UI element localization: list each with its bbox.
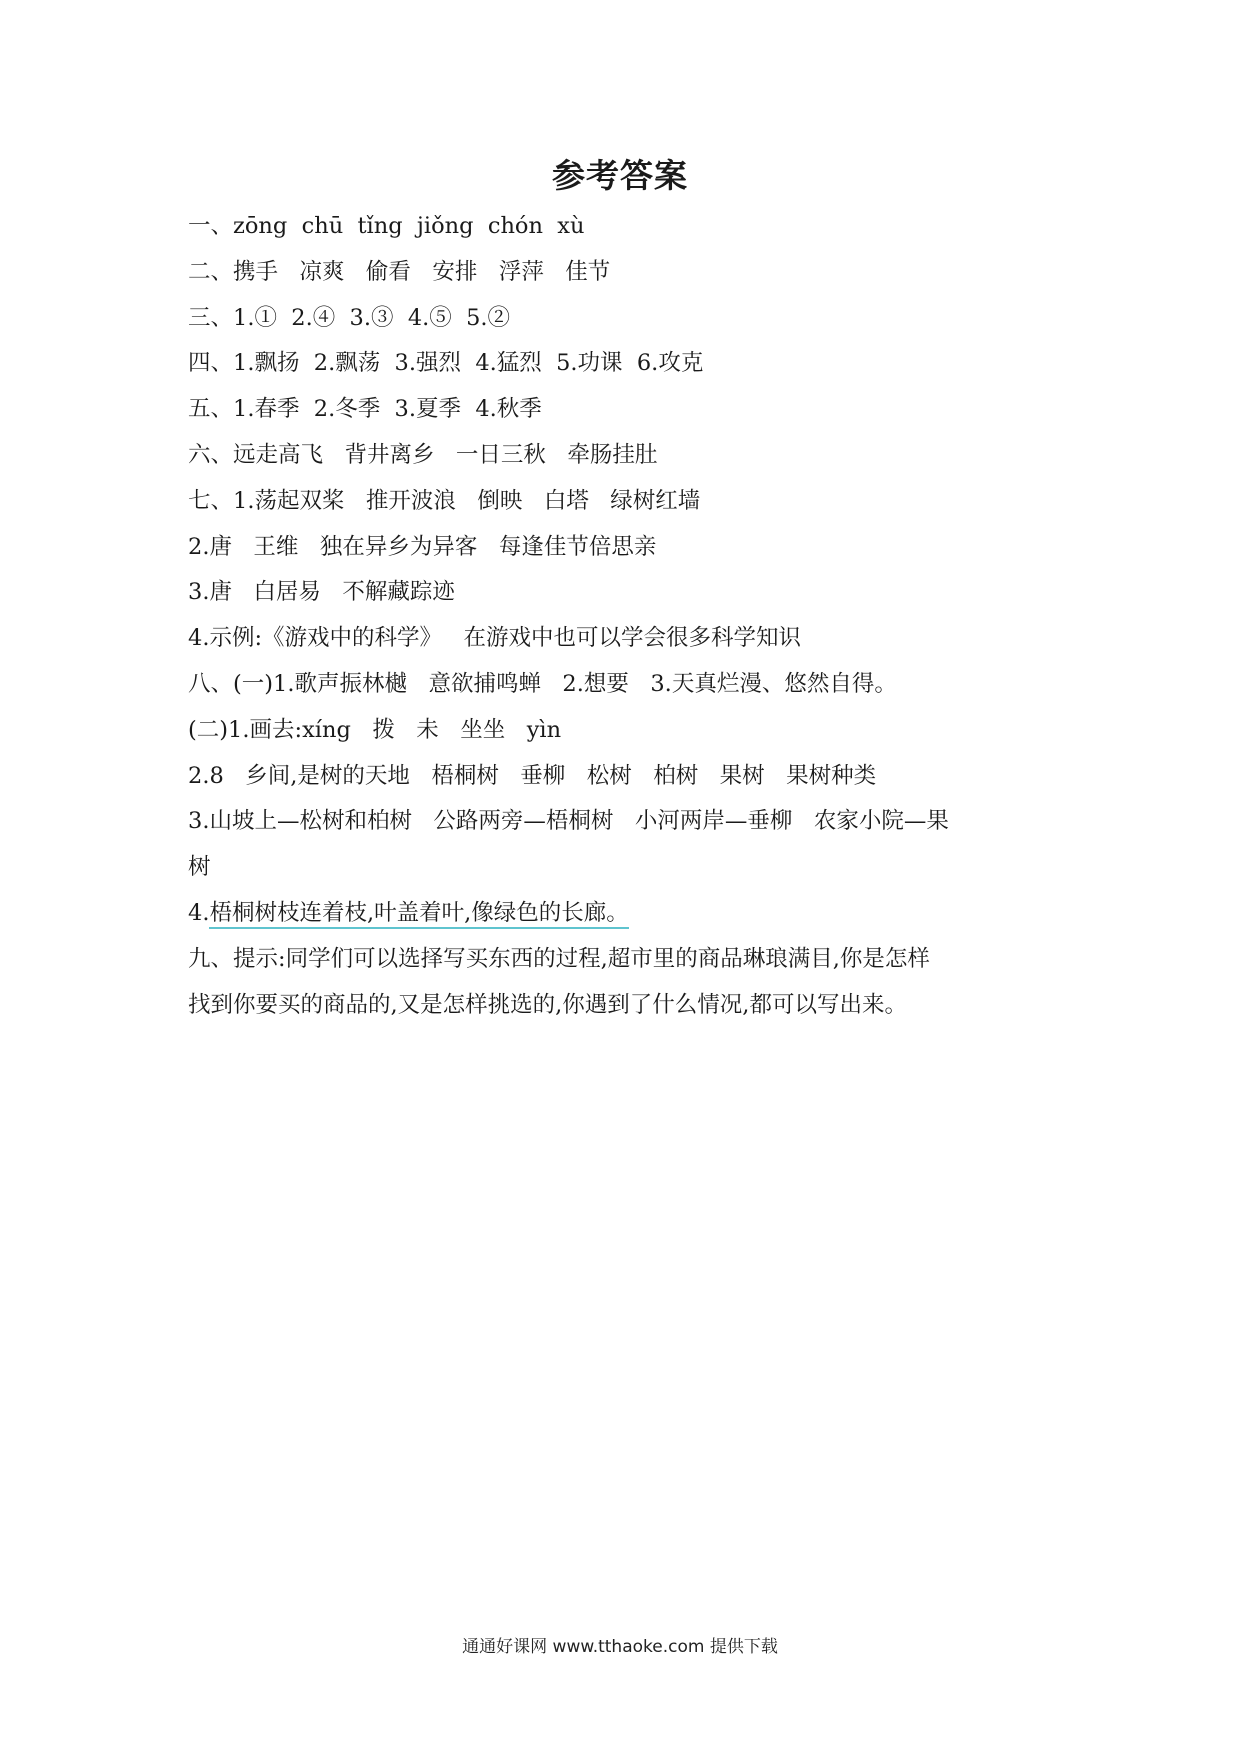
- footer-credit: 通通好课网 www.tthaoke.com 提供下载: [462, 1637, 778, 1657]
- page-title: 参考答案: [552, 156, 688, 195]
- underlined-answer: 梧桐树枝连着枝,叶盖着叶,像绿色的长廊。: [209, 900, 628, 929]
- answer-line-18: 找到你要买的商品的,又是怎样挑选的,你遇到了什么情况,都可以写出来。: [188, 991, 907, 1018]
- answer-content: [188, 204, 1068, 1028]
- answer-line-9: 3.唐 白居易 不解藏踪迹: [188, 579, 455, 606]
- answer-line-10: 4.示例:《游戏中的科学》 在游戏中也可以学会很多科学知识: [188, 625, 802, 652]
- answer-line-1: 一、zōng chū tǐng jiǒng chón xù: [188, 213, 585, 239]
- answer-line-15: 树: [188, 854, 211, 881]
- answer-line-8: 2.唐 王维 独在异乡为异客 每逢佳节倍思亲: [188, 533, 657, 560]
- answer-line-14: 3.山坡上—松树和柏树 公路两旁—梧桐树 小河两岸—垂柳 农家小院—果: [188, 808, 949, 835]
- answer-line-17: 九、提示:同学们可以选择写买东西的过程,超市里的商品琳琅满目,你是怎样: [188, 945, 930, 972]
- answer-line-16: [188, 891, 1068, 937]
- answer-line-16-prefix: 4.: [188, 899, 210, 926]
- answer-line-3: 三、1.① 2.④ 3.③ 4.⑤ 5.②: [188, 304, 511, 331]
- answer-line-6: 六、远走高飞 背井离乡 一日三秋 牵肠挂肚: [188, 441, 658, 468]
- answer-line-4: 四、1.飘扬 2.飘荡 3.强烈 4.猛烈 5.功课 6.攻克: [188, 350, 704, 377]
- answer-line-5: 五、1.春季 2.冬季 3.夏季 4.秋季: [188, 396, 542, 423]
- answer-line-2: 二、携手 凉爽 偷看 安排 浮萍 佳节: [188, 258, 611, 285]
- answer-line-7: 七、1.荡起双桨 推开波浪 倒映 白塔 绿树红墙: [188, 487, 701, 514]
- answer-line-13: 2.8 乡间,是树的天地 梧桐树 垂柳 松树 柏树 果树 果树种类: [188, 762, 877, 789]
- answer-line-12: (二)1.画去:xíng 拨 未 坐坐 yìn: [188, 716, 562, 743]
- answer-line-11: 八、(一)1.歌声振林樾 意欲捕鸣蝉 2.想要 3.天真烂漫、悠然自得。: [188, 670, 897, 697]
